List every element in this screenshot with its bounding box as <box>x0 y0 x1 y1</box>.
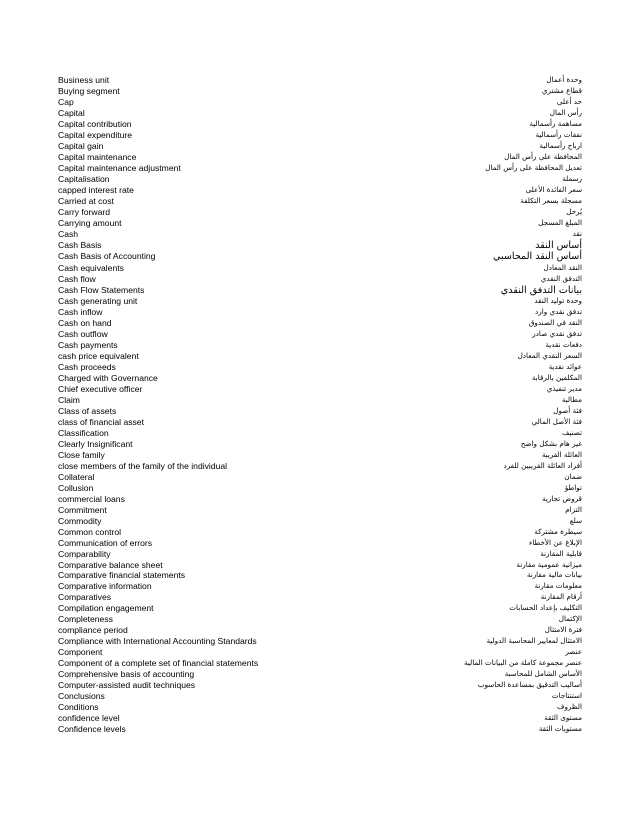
english-term: capped interest rate <box>58 184 134 195</box>
arabic-term: التكليف بإعداد الحسابات <box>509 603 582 613</box>
glossary-row <box>58 263 582 274</box>
english-term: Component <box>58 647 103 658</box>
arabic-term: بيانات التدفق النقدي <box>500 284 582 296</box>
english-term: Clearly Insignificant <box>58 438 133 449</box>
glossary-row <box>58 560 582 571</box>
arabic-term: أرقام المقارنة <box>540 592 582 602</box>
arabic-term: تصنيف <box>561 427 582 437</box>
glossary-row <box>58 296 582 307</box>
english-term: Claim <box>58 394 80 405</box>
english-term: Conditions <box>58 702 99 713</box>
arabic-term: أساس النقد <box>535 239 582 251</box>
arabic-term: حد أعلى <box>556 96 582 106</box>
glossary-row <box>58 461 582 472</box>
glossary-row <box>58 527 582 538</box>
arabic-term: قطاع مشتري <box>541 85 582 95</box>
glossary-row <box>58 395 582 406</box>
arabic-term: الظروف <box>557 702 582 712</box>
english-term: confidence level <box>58 713 120 724</box>
english-term: Cash equivalents <box>58 262 124 273</box>
glossary-row <box>58 538 582 549</box>
english-term: Business unit <box>58 75 110 85</box>
arabic-term: رسملة <box>562 173 582 183</box>
english-term: Carry forward <box>58 206 111 217</box>
english-term: Compilation engagement <box>58 603 154 614</box>
arabic-term: مدير تنفيذي <box>546 384 582 393</box>
arabic-term: دفعات نقدية <box>545 340 582 350</box>
arabic-term: النقد في الصندوق <box>528 318 582 328</box>
arabic-term: أفراد العائلة القريبين للفرد <box>503 460 582 470</box>
glossary-row <box>58 669 582 680</box>
glossary-row <box>58 185 582 196</box>
glossary-row <box>58 351 582 362</box>
english-term: Close family <box>58 449 105 460</box>
english-term: Cash Basis of Accounting <box>58 251 156 262</box>
glossary-row <box>58 592 582 603</box>
glossary-row <box>58 207 582 218</box>
glossary-row <box>58 647 582 658</box>
english-term: Cash payments <box>58 340 118 351</box>
glossary-row <box>58 251 582 263</box>
glossary-row <box>58 494 582 505</box>
arabic-term: النقد المعادل <box>543 262 582 272</box>
glossary-row <box>58 174 582 185</box>
arabic-term: السعر النقدي المعادل <box>517 351 582 361</box>
arabic-term: الامتثال لمعايير المحاسبة الدولية <box>486 636 582 646</box>
arabic-term: قابلية المقارنة <box>540 548 582 558</box>
glossary-row <box>58 196 582 207</box>
glossary-row <box>58 285 582 297</box>
glossary-row <box>58 86 582 97</box>
glossary-row <box>58 119 582 130</box>
glossary-row <box>58 428 582 439</box>
arabic-term: التزام <box>565 504 582 514</box>
english-term: Cash proceeds <box>58 362 116 373</box>
arabic-term: ضمان <box>564 471 582 481</box>
arabic-term: ارباح رأسمالية <box>539 140 582 150</box>
glossary-row <box>58 658 582 669</box>
english-term: Charged with Governance <box>58 373 158 384</box>
arabic-term: رأس المال <box>549 107 582 117</box>
glossary-row <box>58 274 582 285</box>
english-term: Capital <box>58 107 85 118</box>
english-term: Conclusions <box>58 691 105 702</box>
arabic-term: يُرحل <box>566 206 582 216</box>
glossary-row <box>58 516 582 527</box>
glossary-row <box>58 581 582 592</box>
english-term: cash price equivalent <box>58 351 139 362</box>
arabic-term: عنصر <box>565 647 582 657</box>
arabic-term: بيانات مالية مقارنة <box>526 570 582 580</box>
english-term: Comparative information <box>58 581 152 592</box>
english-term: close members of the family of the individual <box>58 460 228 471</box>
arabic-term: معلومات مقارنة <box>534 581 582 591</box>
arabic-term: العائلة القريبة <box>541 449 582 459</box>
english-term: Buying segment <box>58 85 120 96</box>
glossary-row <box>58 570 582 581</box>
arabic-term: ميزانية عمومية مقارنة <box>516 559 582 569</box>
english-term: Cash flow <box>58 273 96 284</box>
english-term: Comparative financial statements <box>58 570 186 581</box>
glossary-row <box>58 691 582 702</box>
arabic-term: فئة الأصل المالي <box>531 416 582 426</box>
english-term: Capital expenditure <box>58 129 133 140</box>
english-term: Class of assets <box>58 405 117 416</box>
arabic-term: مستويات الثقة <box>538 724 582 734</box>
english-term: Capital contribution <box>58 118 132 129</box>
glossary-row <box>58 713 582 724</box>
glossary-row <box>58 329 582 340</box>
english-term: Comprehensive basis of accounting <box>58 669 195 680</box>
english-term: Classification <box>58 427 109 438</box>
glossary-row <box>58 614 582 625</box>
glossary-row <box>58 384 582 395</box>
english-term: Collusion <box>58 482 94 493</box>
glossary-row <box>58 318 582 329</box>
english-term: Cap <box>58 96 74 107</box>
english-term: Cash Flow Statements <box>58 284 145 295</box>
arabic-term: سلع <box>569 515 582 525</box>
english-term: Cash inflow <box>58 307 103 318</box>
glossary-row <box>58 505 582 516</box>
arabic-term: وحدة توليد النقد <box>534 296 582 306</box>
english-term: Capitalisation <box>58 173 110 184</box>
glossary-row <box>58 229 582 240</box>
glossary-row <box>58 472 582 483</box>
english-term: Communication of errors <box>58 537 153 548</box>
glossary-row <box>58 340 582 351</box>
arabic-term: المحافظة على رأس المال <box>504 151 582 161</box>
english-term: Collateral <box>58 471 95 482</box>
glossary-row <box>58 625 582 636</box>
glossary-row <box>58 636 582 647</box>
arabic-term: أساس النقد المحاسبي <box>493 251 582 263</box>
glossary-row <box>58 130 582 141</box>
arabic-term: قروض تجارية <box>541 493 582 503</box>
english-term: Cash outflow <box>58 329 108 340</box>
glossary-row <box>58 549 582 560</box>
glossary-row <box>58 603 582 614</box>
english-term: Capital gain <box>58 140 104 151</box>
arabic-term: مساهمة رأسمالية <box>529 118 582 128</box>
glossary-row <box>58 240 582 252</box>
english-term: Computer-assisted audit techniques <box>58 680 196 691</box>
arabic-term: الإبلاغ عن الأخطاء <box>528 537 582 547</box>
english-term: Commitment <box>58 504 107 515</box>
arabic-term: مستوى الثقة <box>544 713 582 723</box>
arabic-term: تواطؤ <box>564 482 582 492</box>
glossary-row <box>58 724 582 735</box>
english-term: class of financial asset <box>58 416 144 427</box>
glossary-row <box>58 680 582 691</box>
arabic-term: فترة الامتثال <box>544 625 582 635</box>
arabic-term: عوائد نقدية <box>548 362 582 372</box>
arabic-term: نفقات رأسمالية <box>535 129 582 139</box>
arabic-term: أساليب التدقيق بمساعدة الحاسوب <box>477 680 582 690</box>
english-term: commercial loans <box>58 493 125 504</box>
arabic-term: استنتاجات <box>551 691 582 701</box>
english-term: Cash on hand <box>58 318 112 329</box>
english-term: Commodity <box>58 515 102 526</box>
glossary-row <box>58 450 582 461</box>
english-term: Comparability <box>58 548 111 559</box>
glossary-table <box>58 75 582 735</box>
glossary-row <box>58 362 582 373</box>
arabic-term: المكلفين بالرقابة <box>531 373 582 383</box>
english-term: Carrying amount <box>58 217 122 228</box>
arabic-term: تدفق نقدي وارد <box>535 307 582 317</box>
english-term: Completeness <box>58 614 113 625</box>
arabic-term: الإكتمال <box>558 614 582 624</box>
english-term: Compliance with International Accounting Standards <box>58 636 257 647</box>
english-term: Component of a complete set of financial statements <box>58 658 259 669</box>
glossary-row <box>58 152 582 163</box>
arabic-term: الأساس الشامل للمحاسبة <box>504 669 582 679</box>
arabic-term: فئة أصول <box>553 405 582 415</box>
english-term: Comparatives <box>58 592 112 603</box>
glossary-row <box>58 97 582 108</box>
glossary-row <box>58 218 582 229</box>
glossary-row <box>58 702 582 713</box>
english-term: Capital maintenance <box>58 151 137 162</box>
glossary-row <box>58 483 582 494</box>
english-term: Cash <box>58 228 79 239</box>
glossary-row <box>58 163 582 174</box>
english-term: Common control <box>58 526 122 537</box>
glossary-row <box>58 373 582 384</box>
glossary-row <box>58 417 582 428</box>
english-term: Capital maintenance adjustment <box>58 162 181 173</box>
arabic-term: سيطرة مشتركة <box>534 526 582 536</box>
arabic-term: التدفق النقدي <box>540 273 582 283</box>
glossary-row <box>58 307 582 318</box>
english-term: Confidence levels <box>58 724 126 735</box>
english-term: Chief executive officer <box>58 384 143 394</box>
arabic-term: نقد <box>572 228 582 238</box>
glossary-row <box>58 406 582 417</box>
english-term: Carried at cost <box>58 195 114 206</box>
arabic-term: عنصر مجموعة كاملة من البيانات المالية <box>463 658 582 668</box>
glossary-row <box>58 439 582 450</box>
arabic-term: تدفق نقدي صادر <box>532 329 582 339</box>
arabic-term: تعديل المحافظة على رأس المال <box>485 162 582 172</box>
english-term: Cash Basis <box>58 239 102 250</box>
arabic-term: غير هام بشكل واضح <box>520 438 582 448</box>
arabic-term: مطالبة <box>561 394 582 404</box>
english-term: compliance period <box>58 625 128 636</box>
glossary-row <box>58 108 582 119</box>
arabic-term: مسجلة بسعر التكلفة <box>520 195 582 205</box>
english-term: Comparative balance sheet <box>58 559 163 570</box>
glossary-row <box>58 141 582 152</box>
arabic-term: وحدة أعمال <box>546 75 582 84</box>
glossary-row <box>58 75 582 86</box>
arabic-term: سعر الفائدة الأعلى <box>525 184 582 194</box>
english-term: Cash generating unit <box>58 296 138 307</box>
arabic-term: المبلغ المسجل <box>538 217 582 227</box>
